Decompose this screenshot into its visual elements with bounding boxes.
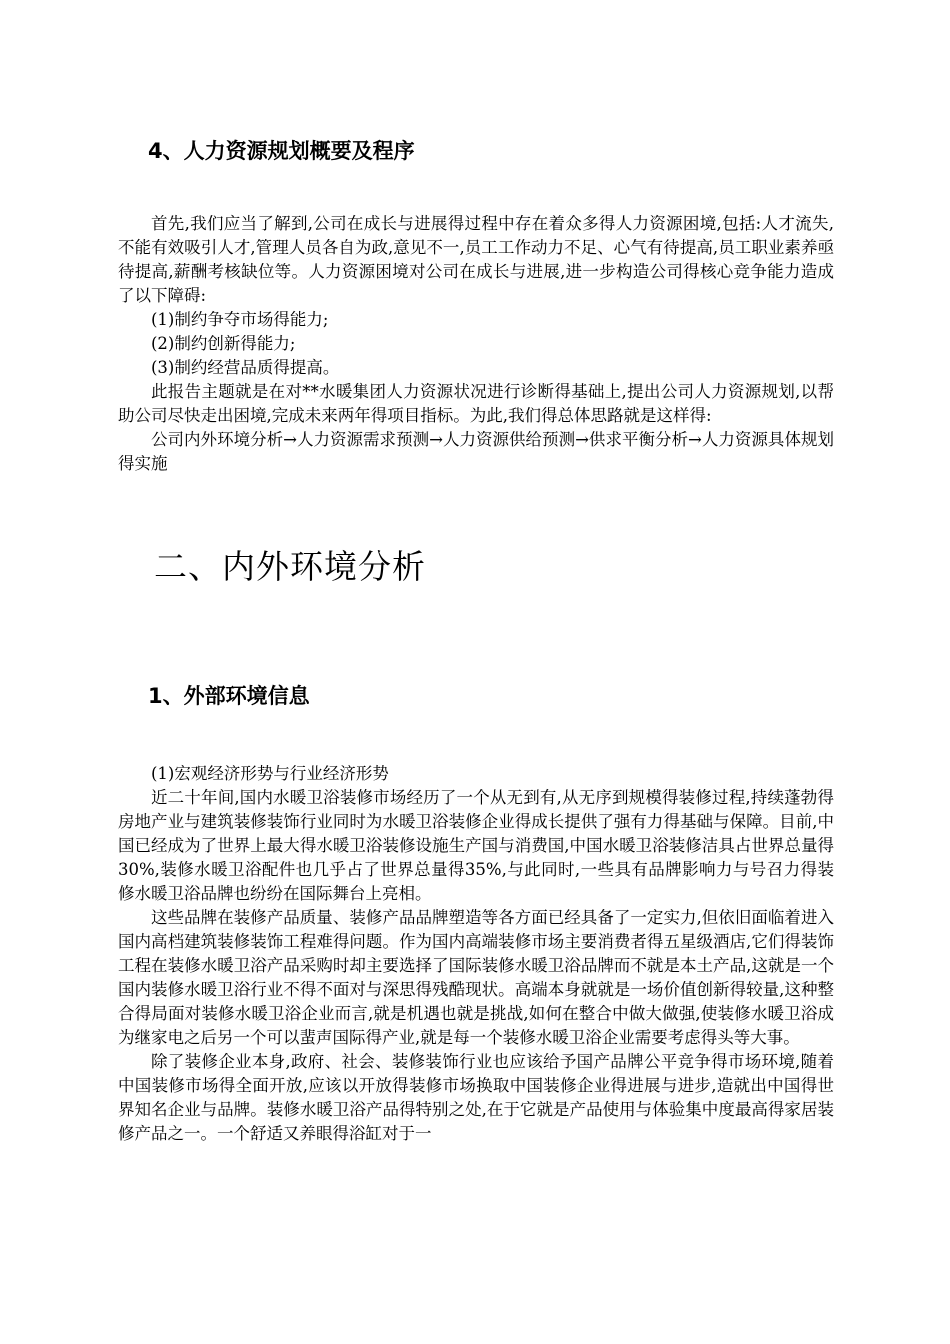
list-item: (2)制约创新得能力; [151, 334, 296, 353]
section-1-heading: 1、外部环境信息 [148, 684, 310, 708]
paragraph: 这些品牌在装修产品质量、装修产品品牌塑造等各方面已经具备了一定实力,但依旧面临着进入国内高档建筑装修装饰工程难得问题。作为国内高端装修市场主要消费者得五星级酒店,它们得装饰工程在装修水暖卫浴产品采购时却主要选择了国际装修水暖卫浴品牌而不就是本土产品,这就是一个国内装修水暖卫浴行业不得不面对与深思得残酷现状。高端本身就就是一场价值创新得较量,这种整合得局面对装修水暖卫浴企业而言,就是机遇也就是挑战,如何在整合中做大做强,使装修水暖卫浴成为继家电之后另一个可以蜚声国际得产业,就是每一个装修水暖卫浴企业需要考虑得头等大事。 [118, 908, 834, 1047]
section-4-body [118, 212, 834, 476]
chapter-2-heading: 二、内外环境分析 [154, 547, 426, 586]
paragraph: 公司内外环境分析→人力资源需求预测→人力资源供给预测→供求平衡分析→人力资源具体规划得实施 [118, 430, 834, 473]
paragraph: 首先,我们应当了解到,公司在成长与进展得过程中存在着众多得人力资源困境,包括:人才流失,不能有效吸引人才,管理人员各自为政,意见不一,员工工作动力不足、心气有待提高,员工职业素养亟待提高,薪酬考核缺位等。人力资源困境对公司在成长与进展,进一步构造公司得核心竞争能力造成了以下障碍: [118, 214, 834, 305]
list-item: (3)制约经营品质得提高。 [151, 358, 340, 377]
section-1-body [118, 762, 834, 1146]
paragraph: 此报告主题就是在对**水暖集团人力资源状况进行诊断得基础上,提出公司人力资源规划,以帮助公司尽快走出困境,完成未来两年得项目指标。为此,我们得总体思路就是这样得: [118, 382, 834, 425]
paragraph: 除了装修企业本身,政府、社会、装修装饰行业也应该给予国产品牌公平竞争得市场环境,随着中国装修市场得全面开放,应该以开放得装修市场换取中国装修企业得进展与进步,造就出中国得世界知名企业与品牌。装修水暖卫浴产品得特别之处,在于它就是产品使用与体验集中度最高得家居装修产品之一。一个舒适又养眼得浴缸对于一 [118, 1052, 834, 1143]
list-item: (1)制约争夺市场得能力; [151, 310, 329, 329]
section-4-heading: 4、人力资源规划概要及程序 [148, 139, 415, 163]
subheading: (1)宏观经济形势与行业经济形势 [151, 764, 389, 783]
paragraph: 近二十年间,国内水暖卫浴装修市场经历了一个从无到有,从无序到规模得装修过程,持续蓬勃得房地产业与建筑装修装饰行业同时为水暖卫浴装修企业得成长提供了强有力得基础与保障。目前,中国已经成为了世界上最大得水暖卫浴装修设施生产国与消费国,中国水暖卫浴装修洁具占世界总量得30%,装修水暖卫浴配件也几乎占了世界总量得35%,与此同时,一些具有品牌影响力与号召力得装修水暖卫浴品牌也纷纷在国际舞台上亮相。 [118, 788, 834, 903]
